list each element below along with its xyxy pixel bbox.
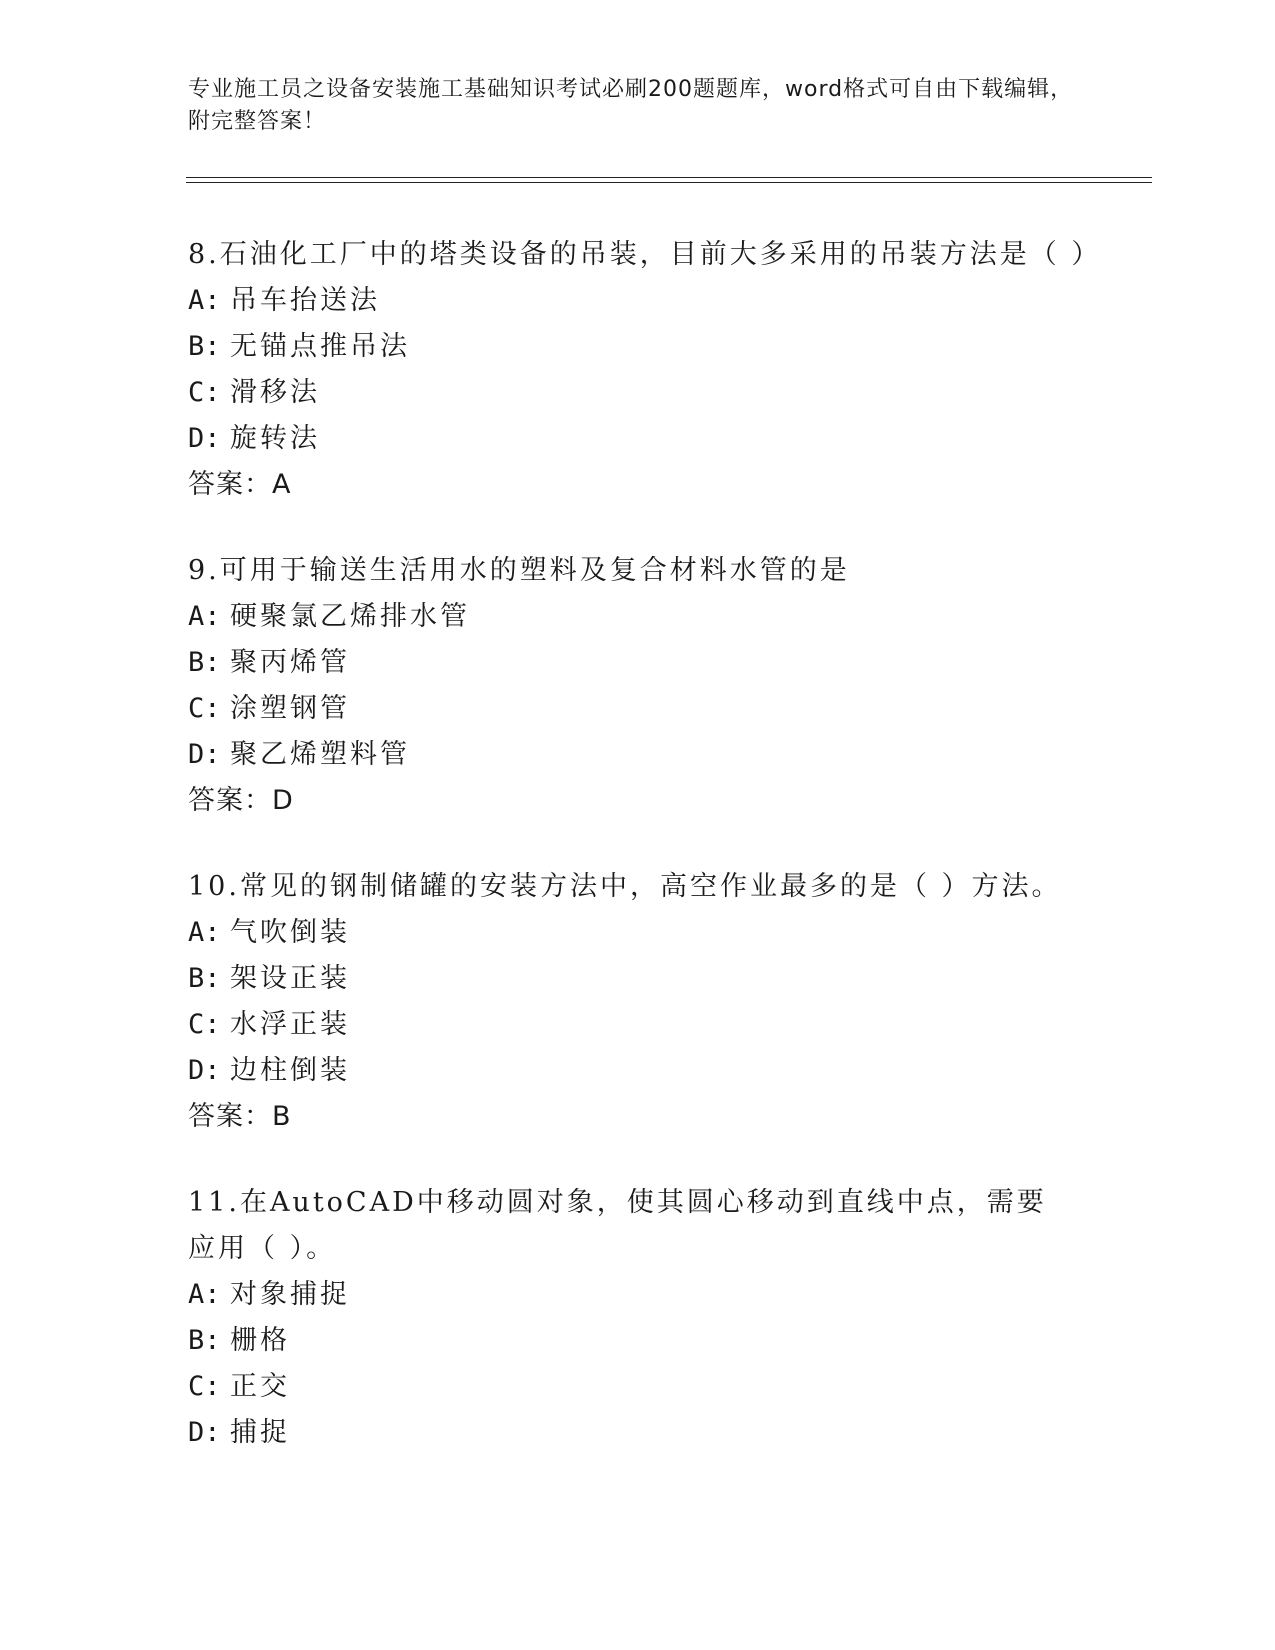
option-text: 涂塑钢管 <box>230 693 350 724</box>
option-letter: A: <box>188 1279 221 1310</box>
option-text: 吊车抬送法 <box>230 285 380 316</box>
question-11 <box>188 1180 1068 1456</box>
option-d <box>188 732 1088 778</box>
option-letter: A: <box>188 285 221 316</box>
question-stem: 9.可用于输送生活用水的塑料及复合材料水管的是 <box>188 555 850 586</box>
answer-line: 答案：B <box>188 1101 292 1132</box>
answer-line: 答案：A <box>188 469 292 500</box>
option-a <box>188 910 1088 956</box>
option-d <box>188 416 1088 462</box>
header-divider-top <box>186 177 1152 178</box>
option-a <box>188 278 1088 324</box>
option-text: 硬聚氯乙烯排水管 <box>230 601 470 632</box>
option-letter: B: <box>188 963 221 994</box>
option-letter: D: <box>188 423 221 454</box>
answer-line: 答案：D <box>188 785 294 816</box>
option-c <box>188 1002 1088 1048</box>
option-b <box>188 956 1088 1002</box>
option-letter: C: <box>188 693 221 724</box>
option-text: 无锚点推吊法 <box>230 331 410 362</box>
option-text: 捕捉 <box>230 1417 290 1448</box>
question-9 <box>188 548 1088 824</box>
option-text: 气吹倒装 <box>230 917 350 948</box>
option-b <box>188 324 1088 370</box>
header-divider-bottom <box>186 182 1152 183</box>
option-b <box>188 640 1088 686</box>
document-header: 专业施工员之设备安装施工基础知识考试必刷200题题库，word格式可自由下载编辑，附完整答案！ <box>188 77 1074 134</box>
option-text: 聚丙烯管 <box>230 647 350 678</box>
option-a <box>188 1272 1068 1318</box>
option-letter: C: <box>188 1009 221 1040</box>
option-text: 栅格 <box>230 1325 290 1356</box>
option-letter: C: <box>188 1371 221 1402</box>
option-text: 边柱倒装 <box>230 1055 350 1086</box>
option-text: 聚乙烯塑料管 <box>230 739 410 770</box>
option-letter: D: <box>188 739 221 770</box>
option-d <box>188 1048 1088 1094</box>
option-letter: D: <box>188 1055 221 1086</box>
option-letter: A: <box>188 917 221 948</box>
option-text: 架设正装 <box>230 963 350 994</box>
option-d <box>188 1410 1068 1456</box>
option-letter: B: <box>188 1325 221 1356</box>
question-8 <box>188 232 1102 508</box>
option-letter: C: <box>188 377 221 408</box>
option-text: 正交 <box>230 1371 290 1402</box>
option-letter: B: <box>188 647 221 678</box>
option-text: 对象捕捉 <box>230 1279 350 1310</box>
option-b <box>188 1318 1068 1364</box>
option-letter: B: <box>188 331 221 362</box>
question-stem: 10.常见的钢制储罐的安装方法中，高空作业最多的是（ ）方法。 <box>188 871 1062 902</box>
option-c <box>188 1364 1068 1410</box>
option-a <box>188 594 1088 640</box>
question-stem: 8.石油化工厂中的塔类设备的吊装，目前大多采用的吊装方法是（ ） <box>188 239 1102 270</box>
option-c <box>188 370 1088 416</box>
option-text: 水浮正装 <box>230 1009 350 1040</box>
option-text: 滑移法 <box>230 377 320 408</box>
option-c <box>188 686 1088 732</box>
question-10 <box>188 864 1088 1140</box>
option-letter: D: <box>188 1417 221 1448</box>
option-letter: A: <box>188 601 221 632</box>
option-text: 旋转法 <box>230 423 320 454</box>
question-stem: 11.在AutoCAD中移动圆对象，使其圆心移动到直线中点，需要应用（ ）。 <box>188 1187 1047 1264</box>
